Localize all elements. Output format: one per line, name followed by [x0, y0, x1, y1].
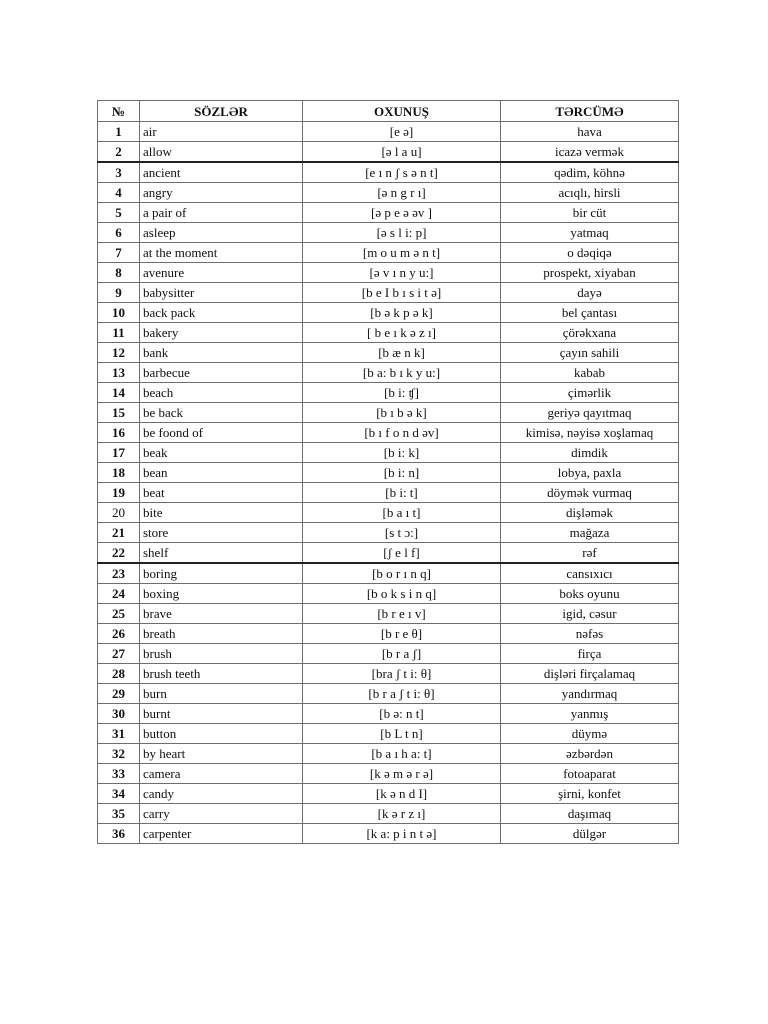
- row-word: asleep: [140, 223, 303, 243]
- table-row: [98, 162, 679, 183]
- table-row: [98, 323, 679, 343]
- row-pronunciation: [b L t n]: [303, 724, 501, 744]
- row-word: button: [140, 724, 303, 744]
- row-pronunciation: [b ə: n t]: [303, 704, 501, 724]
- row-pronunciation: [ʃ e l f]: [303, 543, 501, 564]
- row-pronunciation: [k ə r z ı]: [303, 804, 501, 824]
- table-row: [98, 664, 679, 684]
- row-pronunciation: [b æ n k]: [303, 343, 501, 363]
- table-row: [98, 423, 679, 443]
- row-word: bakery: [140, 323, 303, 343]
- row-translation: hava: [501, 122, 679, 142]
- row-pronunciation: [b r e θ]: [303, 624, 501, 644]
- table-row: [98, 303, 679, 323]
- row-word: barbecue: [140, 363, 303, 383]
- table-row: [98, 263, 679, 283]
- row-word: ancient: [140, 162, 303, 183]
- row-word: a pair of: [140, 203, 303, 223]
- row-word: bank: [140, 343, 303, 363]
- row-word: camera: [140, 764, 303, 784]
- row-number: 6: [98, 223, 140, 243]
- row-translation: yandırmaq: [501, 684, 679, 704]
- table-row: [98, 463, 679, 483]
- row-translation: icazə vermək: [501, 142, 679, 163]
- row-translation: kabab: [501, 363, 679, 383]
- row-word: brave: [140, 604, 303, 624]
- table-row: [98, 243, 679, 263]
- row-translation: dişləri firçalamaq: [501, 664, 679, 684]
- row-pronunciation: [ə p e ə əv ]: [303, 203, 501, 223]
- row-translation: o dəqiqə: [501, 243, 679, 263]
- row-pronunciation: [b i: ʧ]: [303, 383, 501, 403]
- row-number: 29: [98, 684, 140, 704]
- row-number: 30: [98, 704, 140, 724]
- row-translation: dişləmək: [501, 503, 679, 523]
- row-pronunciation: [b ı f o n d əv]: [303, 423, 501, 443]
- row-word: be foond of: [140, 423, 303, 443]
- row-translation: firça: [501, 644, 679, 664]
- row-translation: yanmış: [501, 704, 679, 724]
- header-translation: TƏRCÜMƏ: [501, 101, 679, 122]
- header-pronunciation: OXUNUŞ: [303, 101, 501, 122]
- row-number: 33: [98, 764, 140, 784]
- row-translation: boks oyunu: [501, 584, 679, 604]
- row-word: allow: [140, 142, 303, 163]
- row-word: candy: [140, 784, 303, 804]
- row-pronunciation: [k ə n d I]: [303, 784, 501, 804]
- row-number: 14: [98, 383, 140, 403]
- row-word: by heart: [140, 744, 303, 764]
- row-word: brush: [140, 644, 303, 664]
- table-row: [98, 403, 679, 423]
- row-number: 4: [98, 183, 140, 203]
- row-pronunciation: [ b e ı k ə z ı]: [303, 323, 501, 343]
- table-row: [98, 784, 679, 804]
- row-number: 11: [98, 323, 140, 343]
- row-number: 20: [98, 503, 140, 523]
- row-word: breath: [140, 624, 303, 644]
- row-word: beach: [140, 383, 303, 403]
- table-row: [98, 223, 679, 243]
- row-word: be back: [140, 403, 303, 423]
- table-row: [98, 343, 679, 363]
- table-row: [98, 563, 679, 584]
- table-row: [98, 704, 679, 724]
- row-word: carry: [140, 804, 303, 824]
- row-number: 24: [98, 584, 140, 604]
- row-number: 18: [98, 463, 140, 483]
- row-number: 16: [98, 423, 140, 443]
- row-pronunciation: [b o r ı n q]: [303, 563, 501, 584]
- table-row: [98, 142, 679, 163]
- row-word: carpenter: [140, 824, 303, 844]
- row-pronunciation: [m o u m ə n t]: [303, 243, 501, 263]
- row-pronunciation: [b a ı t]: [303, 503, 501, 523]
- row-number: 27: [98, 644, 140, 664]
- row-pronunciation: [ə v ı n y u:]: [303, 263, 501, 283]
- row-number: 25: [98, 604, 140, 624]
- row-number: 1: [98, 122, 140, 142]
- table-row: [98, 523, 679, 543]
- row-pronunciation: [b i: t]: [303, 483, 501, 503]
- row-number: 26: [98, 624, 140, 644]
- row-translation: geriyə qayıtmaq: [501, 403, 679, 423]
- row-word: air: [140, 122, 303, 142]
- row-translation: bel çantası: [501, 303, 679, 323]
- row-translation: mağaza: [501, 523, 679, 543]
- row-number: 21: [98, 523, 140, 543]
- row-pronunciation: [b r e ı v]: [303, 604, 501, 624]
- row-number: 22: [98, 543, 140, 564]
- row-pronunciation: [k a: p i n t ə]: [303, 824, 501, 844]
- row-translation: döymək vurmaq: [501, 483, 679, 503]
- row-pronunciation: [b o k s i n q]: [303, 584, 501, 604]
- row-translation: nəfəs: [501, 624, 679, 644]
- row-word: boring: [140, 563, 303, 584]
- row-word: bean: [140, 463, 303, 483]
- row-translation: dimdik: [501, 443, 679, 463]
- row-word: burnt: [140, 704, 303, 724]
- row-pronunciation: [e ı n ʃ s ə n t]: [303, 162, 501, 183]
- row-translation: acıqlı, hirsli: [501, 183, 679, 203]
- row-word: brush teeth: [140, 664, 303, 684]
- row-word: store: [140, 523, 303, 543]
- row-translation: düymə: [501, 724, 679, 744]
- row-translation: əzbərdən: [501, 744, 679, 764]
- row-translation: dayə: [501, 283, 679, 303]
- row-word: beak: [140, 443, 303, 463]
- table-row: [98, 604, 679, 624]
- table-row: [98, 483, 679, 503]
- row-number: 17: [98, 443, 140, 463]
- row-translation: bir cüt: [501, 203, 679, 223]
- row-pronunciation: [s t ɔ:]: [303, 523, 501, 543]
- table-row: [98, 383, 679, 403]
- row-number: 23: [98, 563, 140, 584]
- row-number: 34: [98, 784, 140, 804]
- vocabulary-table: [97, 100, 679, 844]
- row-translation: igid, cəsur: [501, 604, 679, 624]
- table-row: [98, 744, 679, 764]
- table-row: [98, 624, 679, 644]
- row-number: 28: [98, 664, 140, 684]
- table-row: [98, 584, 679, 604]
- row-number: 7: [98, 243, 140, 263]
- row-number: 8: [98, 263, 140, 283]
- header-number: №: [98, 101, 140, 122]
- row-number: 2: [98, 142, 140, 163]
- row-pronunciation: [b a: b ı k y u:]: [303, 363, 501, 383]
- row-pronunciation: [b r a ʃ t i: θ]: [303, 684, 501, 704]
- row-pronunciation: [k ə m ə r ə]: [303, 764, 501, 784]
- row-translation: dülgər: [501, 824, 679, 844]
- row-pronunciation: [b a ı h a: t]: [303, 744, 501, 764]
- row-number: 31: [98, 724, 140, 744]
- row-translation: cansıxıcı: [501, 563, 679, 584]
- row-translation: çayın sahili: [501, 343, 679, 363]
- table-row: [98, 443, 679, 463]
- table-row: [98, 283, 679, 303]
- row-pronunciation: [ə n g r ı]: [303, 183, 501, 203]
- table-row: [98, 824, 679, 844]
- header-words: SÖZLƏR: [140, 101, 303, 122]
- row-translation: qədim, köhnə: [501, 162, 679, 183]
- row-number: 12: [98, 343, 140, 363]
- row-number: 32: [98, 744, 140, 764]
- row-pronunciation: [b r a ʃ]: [303, 644, 501, 664]
- row-word: beat: [140, 483, 303, 503]
- row-word: boxing: [140, 584, 303, 604]
- row-pronunciation: [b ı b ə k]: [303, 403, 501, 423]
- row-pronunciation: [b i: n]: [303, 463, 501, 483]
- row-pronunciation: [b i: k]: [303, 443, 501, 463]
- table-row: [98, 183, 679, 203]
- table-row: [98, 764, 679, 784]
- row-pronunciation: [e ə]: [303, 122, 501, 142]
- row-translation: kimisə, nəyisə xoşlamaq: [501, 423, 679, 443]
- row-translation: şirni, konfet: [501, 784, 679, 804]
- row-pronunciation: [b e I b ı s i t ə]: [303, 283, 501, 303]
- row-word: at the moment: [140, 243, 303, 263]
- row-translation: daşımaq: [501, 804, 679, 824]
- table-row: [98, 543, 679, 564]
- row-number: 19: [98, 483, 140, 503]
- row-number: 35: [98, 804, 140, 824]
- table-row: [98, 684, 679, 704]
- row-translation: rəf: [501, 543, 679, 564]
- table-row: [98, 122, 679, 142]
- table-row: [98, 503, 679, 523]
- row-number: 15: [98, 403, 140, 423]
- row-word: shelf: [140, 543, 303, 564]
- row-pronunciation: [ə s l i: p]: [303, 223, 501, 243]
- table-row: [98, 724, 679, 744]
- row-number: 10: [98, 303, 140, 323]
- row-word: burn: [140, 684, 303, 704]
- row-pronunciation: [bra ʃ t i: θ]: [303, 664, 501, 684]
- row-number: 13: [98, 363, 140, 383]
- row-translation: lobya, paxla: [501, 463, 679, 483]
- row-translation: çörəkxana: [501, 323, 679, 343]
- table-row: [98, 363, 679, 383]
- table-row: [98, 203, 679, 223]
- row-word: angry: [140, 183, 303, 203]
- row-pronunciation: [b ə k p ə k]: [303, 303, 501, 323]
- row-number: 3: [98, 162, 140, 183]
- row-word: avenure: [140, 263, 303, 283]
- table-row: [98, 644, 679, 664]
- table-header-row: [98, 101, 679, 122]
- row-number: 9: [98, 283, 140, 303]
- row-translation: prospekt, xiyaban: [501, 263, 679, 283]
- row-word: babysitter: [140, 283, 303, 303]
- row-number: 5: [98, 203, 140, 223]
- row-number: 36: [98, 824, 140, 844]
- row-translation: çimərlik: [501, 383, 679, 403]
- row-pronunciation: [ə l a u]: [303, 142, 501, 163]
- row-translation: yatmaq: [501, 223, 679, 243]
- row-word: back pack: [140, 303, 303, 323]
- row-word: bite: [140, 503, 303, 523]
- table-row: [98, 804, 679, 824]
- row-translation: fotoaparat: [501, 764, 679, 784]
